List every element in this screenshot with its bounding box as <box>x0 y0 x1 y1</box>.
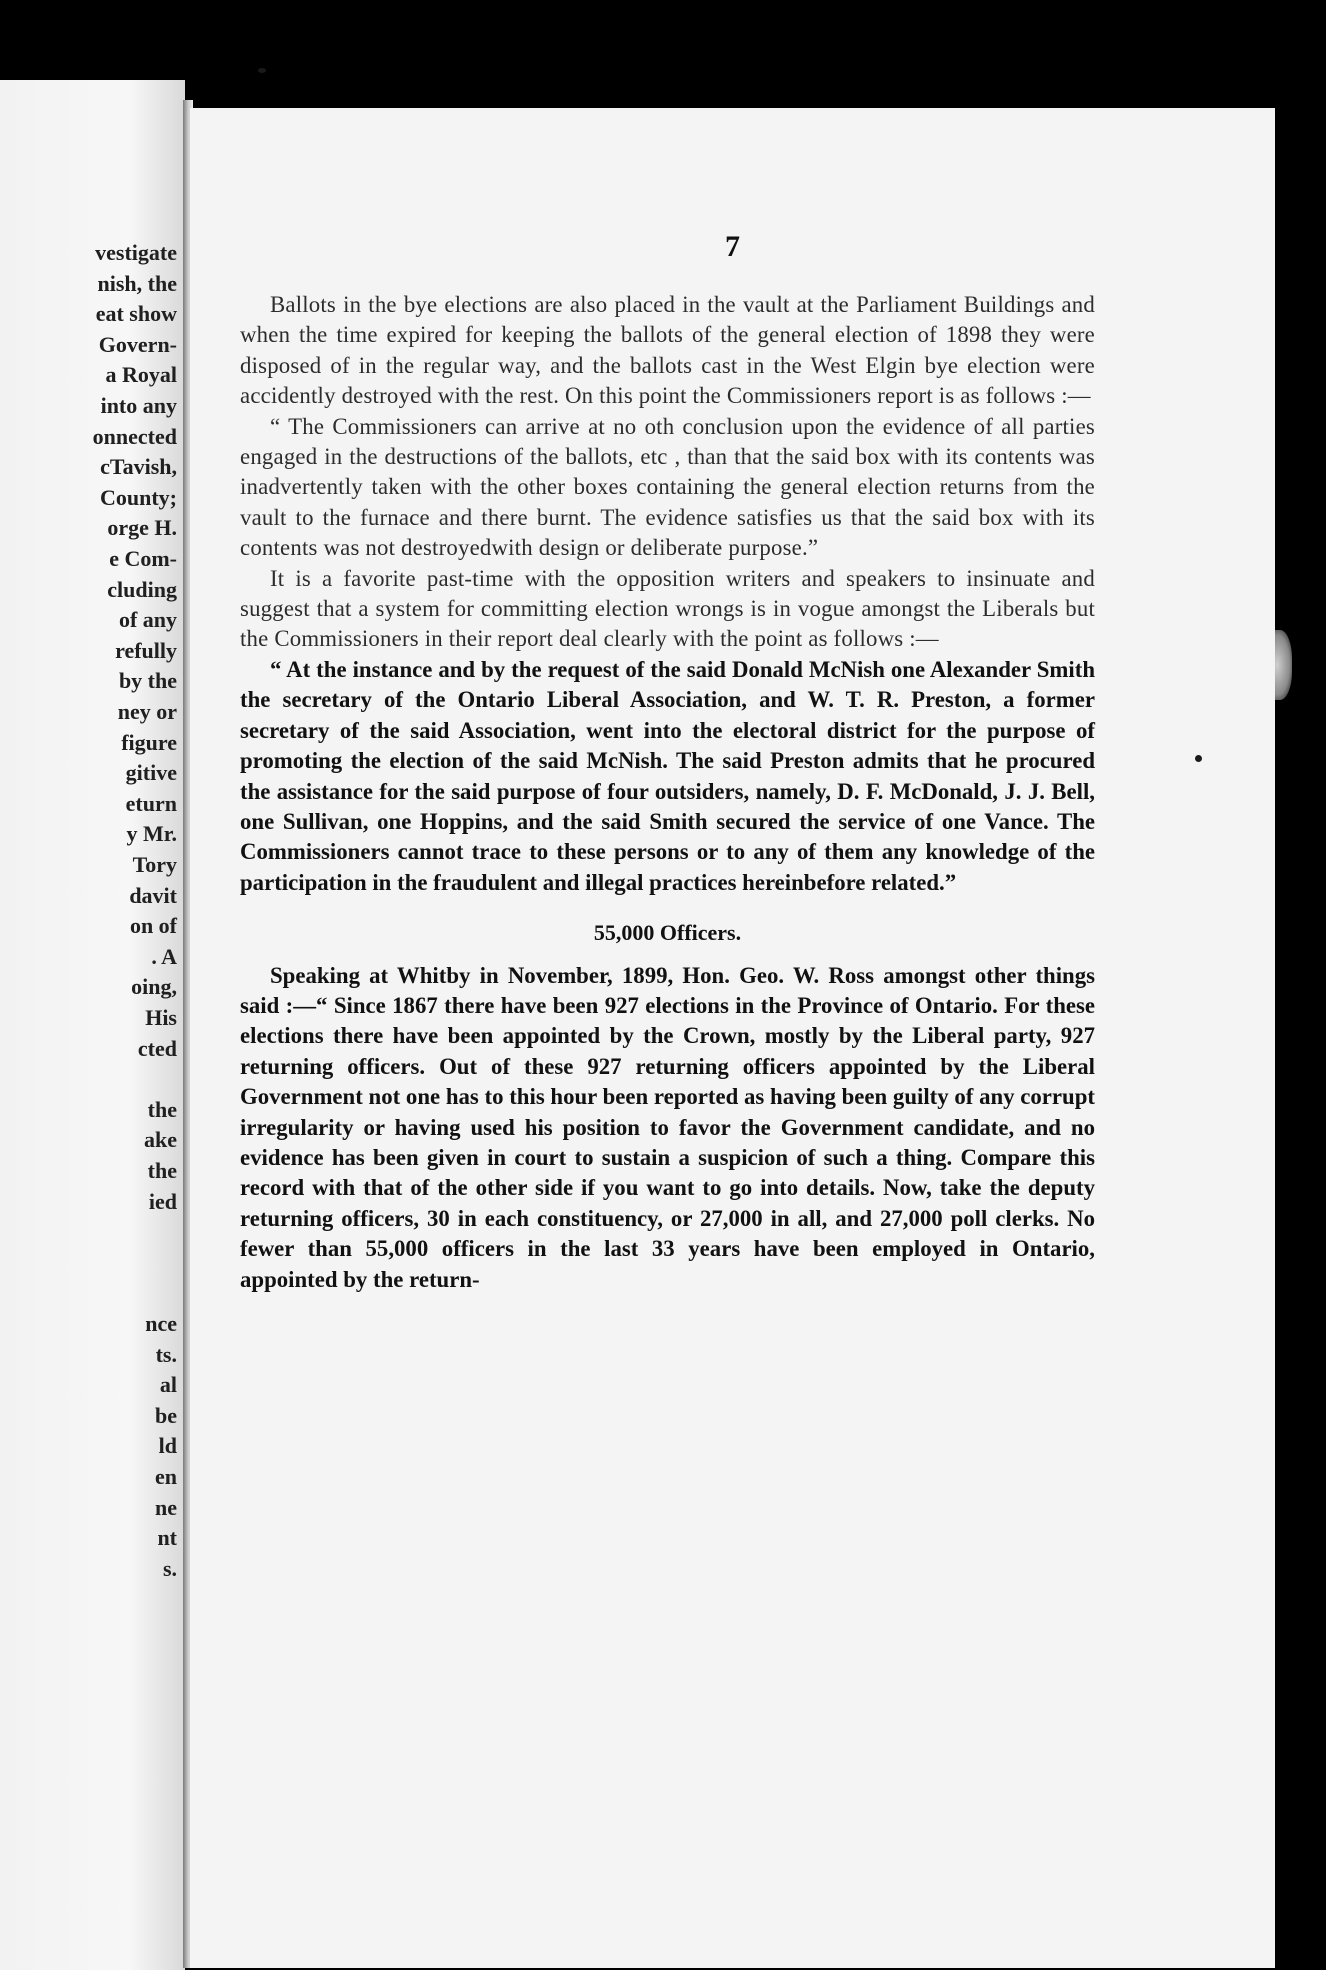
page-body <box>240 290 1095 1295</box>
main-page <box>190 108 1275 1968</box>
left-page-fragment: al <box>159 1372 177 1398</box>
left-page-fragment: nish, the <box>97 270 177 296</box>
dust-speck <box>1195 755 1202 762</box>
left-page-fragment: on of <box>129 913 177 939</box>
left-facing-page <box>0 80 185 1970</box>
left-page-fragment: of any <box>118 607 177 633</box>
left-page-fragment: orge H. <box>107 515 177 541</box>
paragraph-commissioners-quote: “ The Commissioners can arrive at no oth conclusion upon the evidence of all parties engaged in the destructions of the ballots, etc , than that the said box with its contents was inadvertently taken with the other boxes containing the general election returns from the vault to the furnace and there burnt. The evidence satisfies us that the said box with its contents was not destroyedwith design or deliberate purpose.” <box>240 413 1095 561</box>
left-page-fragment: eat show <box>95 301 177 327</box>
left-page-fragment: en <box>155 1464 177 1489</box>
left-page-fragment: e Com- <box>109 546 177 571</box>
left-page-fragment: cluding <box>107 576 177 602</box>
left-page-fragment: cted <box>137 1035 177 1061</box>
left-page-fragment: onnected <box>92 423 177 449</box>
left-page-fragment: nce <box>145 1311 177 1336</box>
left-page-fragment: davit <box>129 882 177 908</box>
left-page-fragment: County; <box>99 484 177 510</box>
left-page-fragment: into any <box>100 393 177 418</box>
left-page-fragment: be <box>155 1402 177 1428</box>
paragraph-mcnish-quote: “ At the instance and by the request of the said Donald McNish one Alexander Smith the secretary of the Ontario Liberal Association, and W. T. R. Preston, a former secretary of the said Association, went into the electoral district for the purpose of promoting the election of the said McNish. The said Preston admits that he procured the assistance for the said purpose of four outsiders, namely, D. F. McDonald, J. J. Bell, one Sullivan, one Hoppins, and the said Smith secured the service of one Vance. The Commissioners cannot trace to these persons or to any of them any knowledge of the participation in the fraudulent and illegal practices hereinbefore related.” <box>240 656 1095 895</box>
left-page-fragment: ts. <box>155 1341 177 1367</box>
left-page-fragment: nt <box>157 1525 177 1551</box>
left-page-fragment: ld <box>158 1433 177 1459</box>
left-page-fragment: s. <box>162 1555 177 1581</box>
left-page-fragment: gitive <box>125 760 177 786</box>
left-page-fragment: oing, <box>131 974 177 1000</box>
left-page-fragment: y Mr. <box>126 821 177 847</box>
paragraph-whitby-speech: Speaking at Whitby in November, 1899, Hon. Geo. W. Ross amongst other things said :—“ Since 1867 there have been 927 elections in the Province of Ontario. For these elections there have been appointed by the Crown, mostly by the Liberal party, 927 returning officers. Out of these 927 returning officers appointed by the Liberal Government not one has to this hour been reported as having been guilty of any corrupt irregularity or having used his position to favor the Government candidate, and no evidence has been given in court to sustain a suspicion of such a thing. Compare this record with that of the other side if you want to go into details. Now, take the deputy returning officers, 30 in each constituency, or 27,000 in all, and 27,000 poll clerks. No fewer than 55,000 officers in the last 33 years have been employed in Ontario, appointed by the return- <box>240 962 1095 1292</box>
left-page-fragment: His <box>145 1005 177 1030</box>
left-page-fragment: ake <box>144 1127 177 1153</box>
left-page-fragment: . A <box>151 943 177 969</box>
left-page-fragment: a Royal <box>105 362 177 388</box>
paragraph-opposition: It is a favorite past-time with the opposition writers and speakers to insinuate and suggest that a system for committing election wrongs is in vogue amongst the Liberals but the Commissioners in their report deal clearly with the point as follows :— <box>240 565 1095 652</box>
left-page-fragment: the <box>147 1096 177 1122</box>
section-heading: 55,000 Officers. <box>593 920 742 946</box>
dust-speck <box>258 68 266 73</box>
paragraph-ballots: Ballots in the bye elections are also placed in the vault at the Parliament Buildings and when the time expired for keeping the ballots of the general election of 1898 they were disposed of in the regular way, and the ballots cast in the West Elgin bye election were accidently destroyed with the rest. On this point the Commissioners report is as follows :— <box>240 292 1095 409</box>
page-number: 7 <box>725 230 740 263</box>
left-page-fragment: Govern- <box>98 331 177 357</box>
left-page-fragment: eturn <box>125 790 177 816</box>
left-page-fragment: refully <box>115 637 177 663</box>
left-page-fragment: ney or <box>117 699 177 724</box>
left-page-fragment: cTavish, <box>100 454 177 480</box>
left-page-fragment: by the <box>118 668 177 694</box>
left-page-fragment: the <box>147 1158 177 1183</box>
left-page-fragment: ied <box>148 1188 177 1214</box>
left-page-fragment: ne <box>155 1494 177 1520</box>
left-page-fragment: vestigate <box>95 240 177 265</box>
left-page-fragment: figure <box>121 729 177 755</box>
left-page-fragment: Tory <box>132 852 177 877</box>
